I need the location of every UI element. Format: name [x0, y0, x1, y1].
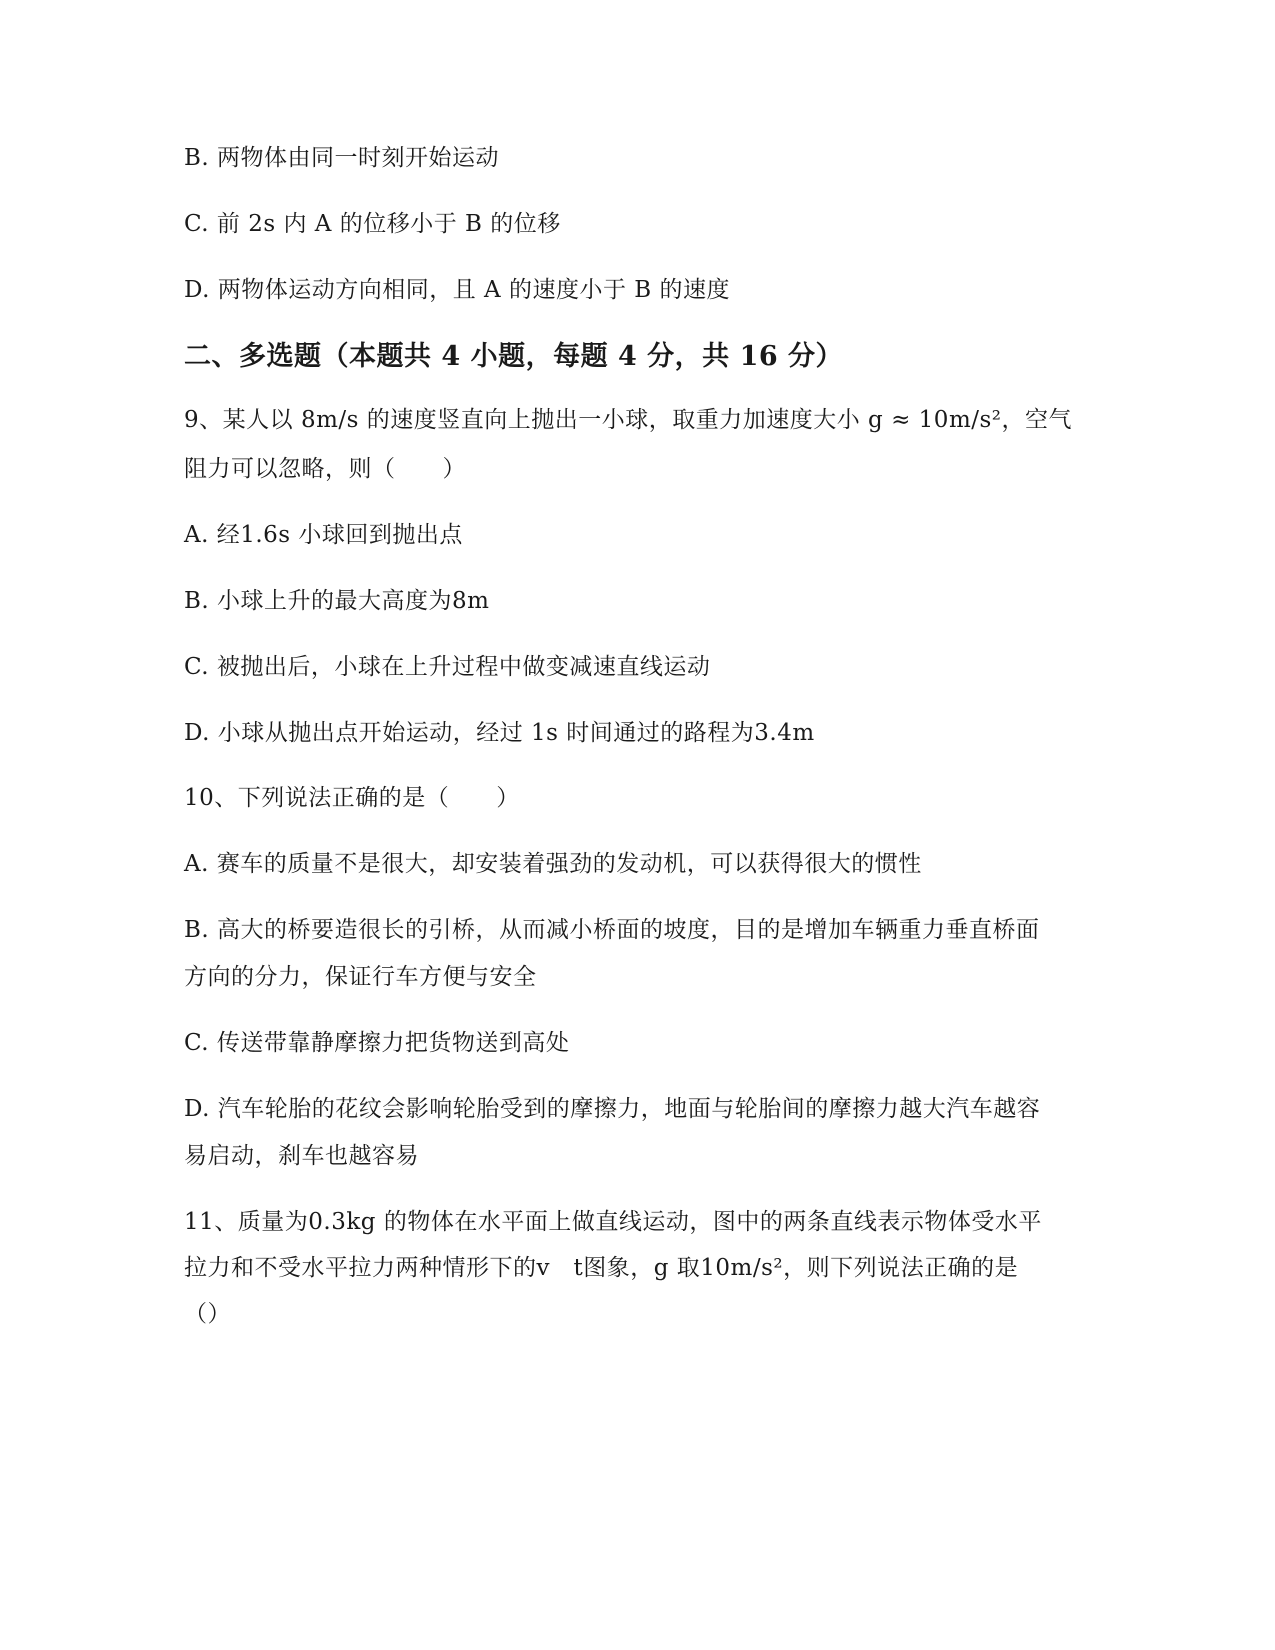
q10-option-b-line2: 方向的分力，保证行车方便与安全 [184, 964, 537, 990]
q9-stem-line2: 阻力可以忽略，则（ ） [184, 456, 466, 482]
q9-option-c: C. 被抛出后，小球在上升过程中做变减速直线运动 [184, 654, 711, 680]
q11-stem-line3: （） [184, 1301, 231, 1327]
q10-option-b-line1: B. 高大的桥要造很长的引桥，从而减小桥面的坡度，目的是增加车辆重力垂直桥面 [184, 917, 1040, 943]
q9-option-b: B. 小球上升的最大高度为8m [184, 588, 490, 614]
section-heading: 二、多选题（本题共 4 小题，每题 4 分，共 16 分） [184, 341, 844, 372]
q8-option-c: C. 前 2s 内 A 的位移小于 B 的位移 [184, 211, 561, 237]
q9-option-d: D. 小球从抛出点开始运动，经过 1s 时间通过的路程为3.4m [184, 720, 815, 746]
q11-stem-line1: 11、质量为0.3kg 的物体在水平面上做直线运动，图中的两条直线表示物体受水平 [184, 1209, 1042, 1235]
q11-stem-line2: 拉力和不受水平拉力两种情形下的v t图象，g 取10m/s²，则下列说法正确的是 [184, 1255, 1019, 1281]
q10-option-c: C. 传送带靠静摩擦力把货物送到高处 [184, 1030, 570, 1056]
q8-option-d: D. 两物体运动方向相同，且 A 的速度小于 B 的速度 [184, 277, 730, 303]
q9-option-a: A. 经1.6s 小球回到抛出点 [184, 522, 463, 548]
q10-option-a: A. 赛车的质量不是很大，却安装着强劲的发动机，可以获得很大的惯性 [184, 851, 922, 877]
q8-option-b: B. 两物体由同一时刻开始运动 [184, 145, 500, 171]
q10-option-d-line1: D. 汽车轮胎的花纹会影响轮胎受到的摩擦力，地面与轮胎间的摩擦力越大汽车越容 [184, 1096, 1041, 1122]
q10-stem: 10、下列说法正确的是（ ） [184, 785, 520, 811]
q10-option-d-line2: 易启动，刹车也越容易 [184, 1143, 419, 1169]
q9-stem-line1: 9、某人以 8m/s 的速度竖直向上抛出一小球，取重力加速度大小 g ≈ 10m/s²，空气 [184, 407, 1073, 433]
